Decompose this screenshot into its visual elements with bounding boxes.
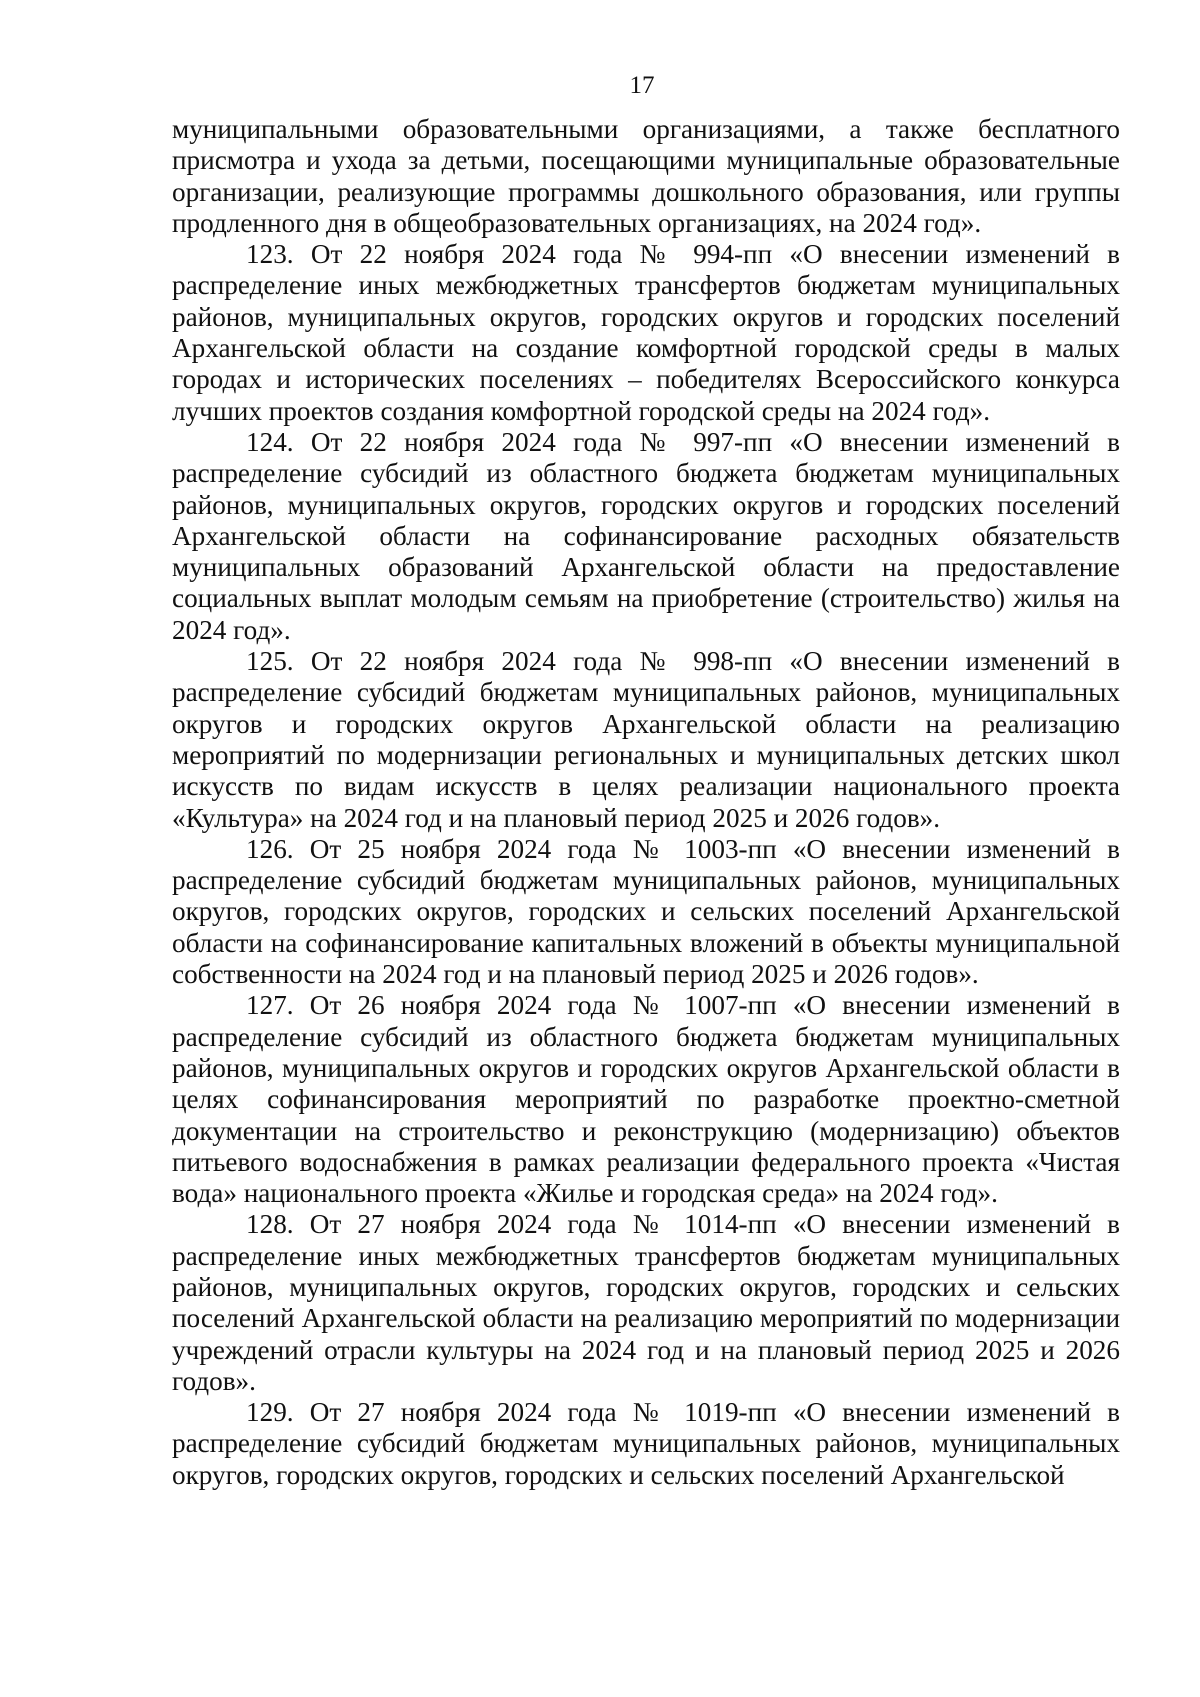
document-body bbox=[172, 114, 1120, 1491]
page-number: 17 bbox=[629, 72, 655, 99]
list-item-123: 123. От 22 ноября 2024 года № 994-пп «О внесении изменений в распределение иных межбюджетных трансфертов бюджетам муниципальных районов, муниципальных округов, городских округов и городских поселений Архангельской области на создание комфортной городской среды в малых городах и исторических поселениях – победителях Всероссийского конкурса лучших проектов создания комфортной городской среды на 2024 год». bbox=[172, 239, 1120, 426]
list-item-127: 127. От 26 ноября 2024 года № 1007-пп «О внесении изменений в распределение субсидий из областного бюджета бюджетам муниципальных районов, муниципальных округов и городских округов Архангельской области в целях софинансирования мероприятий по разработке проектно-сметной документации на строительство и реконструкцию (модернизацию) объектов питьевого водоснабжения в рамках реализации федерального проекта «Чистая вода» национального проекта «Жилье и городская среда» на 2024 год». bbox=[172, 990, 1120, 1209]
list-item-124: 124. От 22 ноября 2024 года № 997-пп «О внесении изменений в распределение субсидий из областного бюджета бюджетам муниципальных районов, муниципальных округов, городских округов и городских поселений Архангельской области на софинансирование расходных обязательств муниципальных образований Архангельской области на предоставление социальных выплат молодым семьям на приобретение (строительство) жилья на 2024 год». bbox=[172, 426, 1120, 645]
list-item-126: 126. От 25 ноября 2024 года № 1003-пп «О внесении изменений в распределение субсидий бюджетам муниципальных районов, муниципальных округов, городских округов, городских и сельских поселений Архангельской области на софинансирование капитальных вложений в объекты муниципальной собственности на 2024 год и на плановый период 2025 и 2026 годов». bbox=[172, 833, 1120, 990]
list-item-125: 125. От 22 ноября 2024 года № 998-пп «О внесении изменений в распределение субсидий бюджетам муниципальных районов, муниципальных округов и городских округов Архангельской области на реализацию мероприятий по модернизации региональных и муниципальных детских школ искусств по видам искусств в целях реализации национального проекта «Культура» на 2024 год и на плановый период 2025 и 2026 годов». bbox=[172, 646, 1120, 833]
list-item-129: 129. От 27 ноября 2024 года № 1019-пп «О внесении изменений в распределение субсидий бюджетам муниципальных районов, муниципальных округов, городских округов, городских и сельских поселений Архангельской bbox=[172, 1397, 1120, 1490]
paragraph-continuation: муниципальными образовательными организациями, а также бесплатного присмотра и ухода за детьми, посещающими муниципальные образовательные организации, реализующие программы дошкольного образования, или группы продленного дня в общеобразовательных организациях, на 2024 год». bbox=[172, 114, 1120, 238]
list-item-128: 128. От 27 ноября 2024 года № 1014-пп «О внесении изменений в распределение иных межбюджетных трансфертов бюджетам муниципальных районов, муниципальных округов, городских округов, городских и сельских поселений Архангельской области на реализацию мероприятий по модернизации учреждений отрасли культуры на 2024 год и на плановый период 2025 и 2026 годов». bbox=[172, 1209, 1120, 1396]
